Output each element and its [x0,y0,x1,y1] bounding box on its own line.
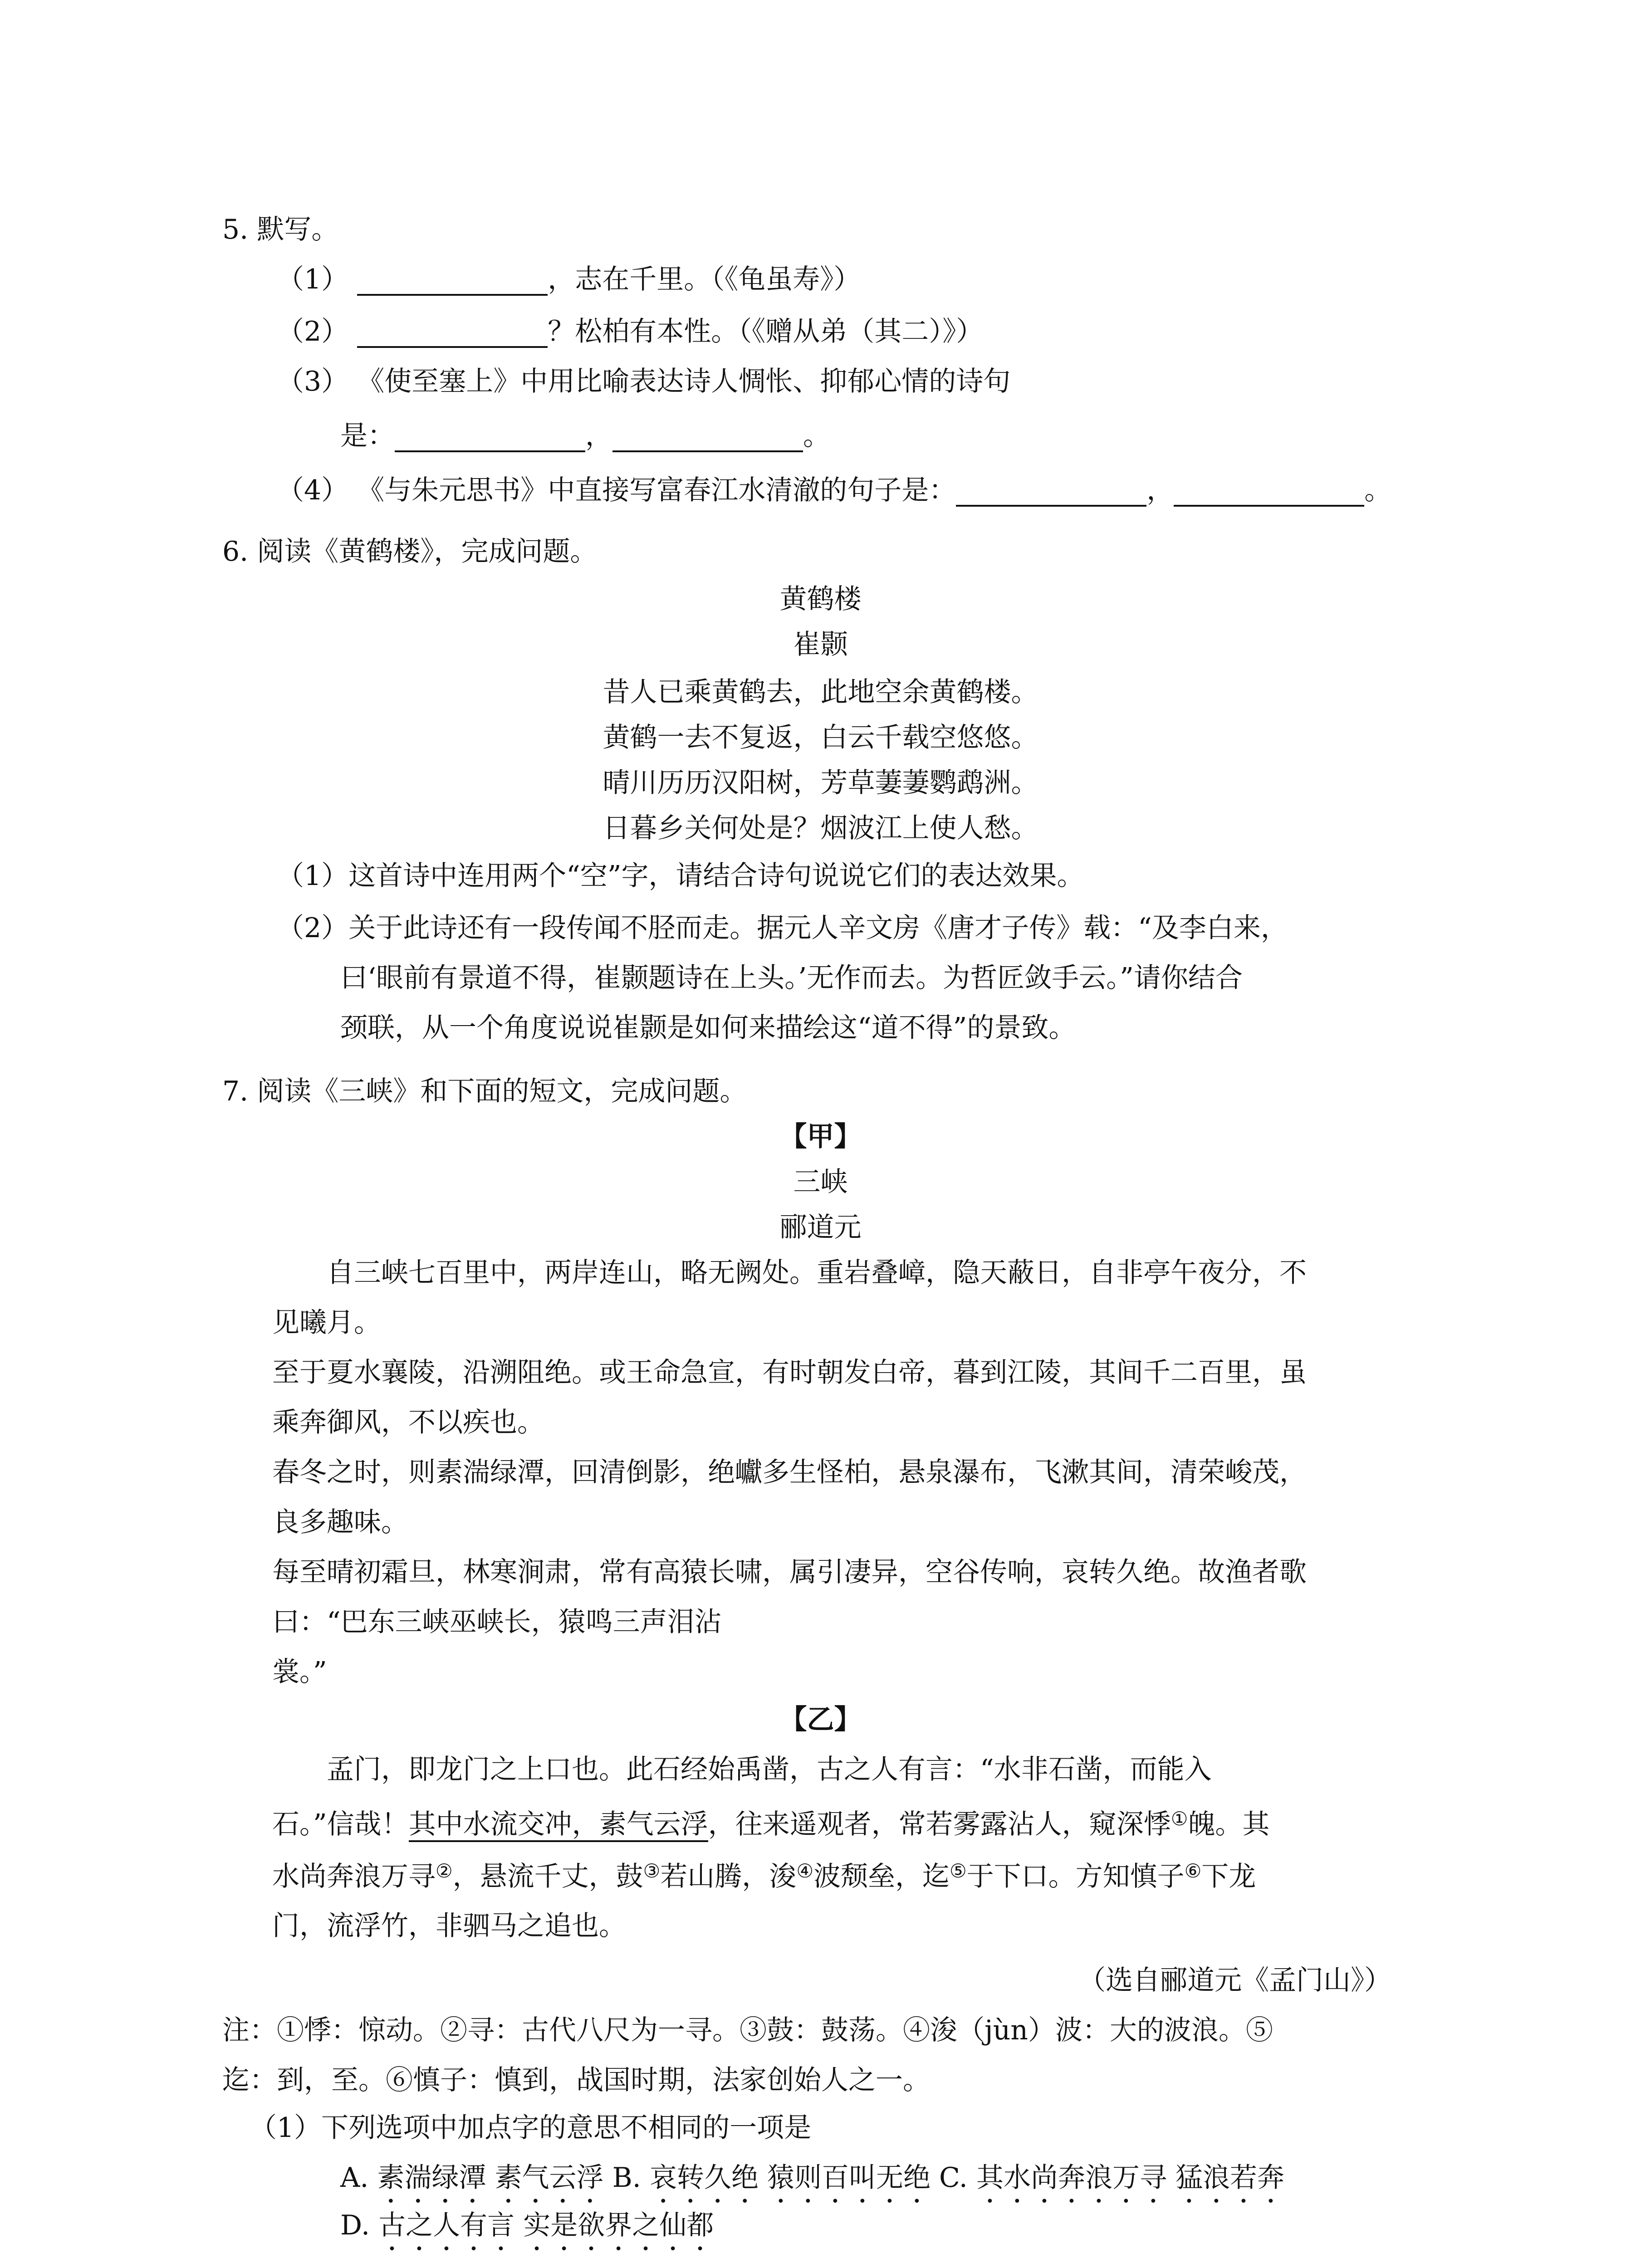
q5-item-2-num: （2） [277,316,349,347]
poem-line: 黄鹤一去不复返，白云千载空悠悠。 [603,722,1038,753]
poem-line: 日暮乡关何处是？烟波江上使人愁。 [603,812,1038,844]
note-marker: ③ [643,1860,661,1882]
option-d-label: D. [340,2209,379,2241]
jia-paragraph-cont: 裳。” [272,1656,327,1688]
q5-item-4-num: （4） [277,474,349,506]
poem-line: 昔人已乘黄鹤去，此地空余黄鹤楼。 [603,676,1038,708]
jia-paragraph-cont: 乘奔御风，不以疾也。 [272,1407,544,1438]
note-marker: ⑥ [1184,1860,1202,1882]
q6-sub-2-num: （2） [277,912,349,944]
jia-paragraph-cont: 良多趣味。 [272,1506,408,1538]
yi-text: 若山腾，浚 [660,1861,797,1892]
jia-author: 郦道元 [779,1212,862,1243]
notes-cont: 迄：到，至。⑥慎子：慎到，战国时期，法家创始人之一。 [222,2064,930,2096]
comma: ， [585,420,612,452]
q5-item-1-num: （1） [277,264,349,295]
q5-item-3-prefix: 是： [340,420,395,452]
q5-item-4 [277,474,1391,507]
yi-paragraph-line2 [272,1808,1269,1841]
underlined-sentence: 素气云浮 [599,1809,708,1842]
q5-item-3-cont [340,420,830,452]
notes: 注：①悸：惊动。②寻：古代八尺为一寻。③鼓：鼓荡。④浚（jùn）波：大的波浪。⑤ [222,2014,1273,2046]
yi-text: ，悬流千丈，鼓 [452,1861,643,1892]
jia-paragraph: 春冬之时，则素湍绿潭，回清倒影，绝巘多生怪柏，悬泉瀑布，飞漱其间，清荣峻茂， [272,1457,1307,1488]
yi-paragraph-line4: 门，流浮竹，非驷马之追也。 [272,1910,626,1942]
poem-line: 晴川历历汉阳树，芳草萋萋鹦鹉洲。 [603,767,1038,799]
jia-paragraph-cont: 曰：“巴东三峡巫峡长，猿鸣三声泪沾 [272,1606,722,1638]
answer-blank [956,477,1146,507]
q5-item-2-text: ？松柏有本性。（《赠从弟（其二）》） [548,316,984,347]
q6-sub-1-num: （1） [277,860,349,892]
q5-item-1-text: ，志在千里。（《龟虽寿》） [548,264,861,295]
answer-blank [357,266,548,296]
yi-text: 下龙 [1201,1861,1256,1892]
answer-blank [357,318,548,348]
yi-label: 【乙】 [779,1704,862,1735]
option-b-label: B. [603,2162,650,2194]
jia-title: 三峡 [793,1166,848,1198]
q5-item-1 [277,263,861,296]
yi-text: 水尚奔浪万寻 [272,1861,436,1892]
yi-text: 石。”信哉！ [272,1809,409,1840]
poem-author: 崔颢 [793,629,848,660]
jia-paragraph: 自三峡七百里中，两岸连山，略无阙处。重岩叠嶂，隐天蔽日，自非亭午夜分，不 [327,1257,1307,1289]
jia-paragraph-cont: 见曦月。 [272,1307,381,1339]
period: 。 [803,420,830,452]
answer-blank [1174,477,1364,507]
yi-paragraph-line3 [272,1860,1256,1893]
yi-paragraph: 孟门，即龙门之上口也。此石经始禹凿，古之人有言：“水非石凿，而能入 [327,1754,1212,1785]
yi-text: ，往来遥观者，常若雾露沾人，窥深悸 [708,1809,1171,1840]
source-citation: （选自郦道元《孟门山》） [1078,1965,1391,1996]
period: 。 [1364,474,1392,506]
q6-sub-2-line2: 曰‘眼前有景道不得，崔颢题诗在上头。’无作而去。为哲匠敛手云。”请你结合 [340,962,1243,994]
option-a-label: A. [340,2162,377,2194]
option-c-text: 其水尚奔浪万寻 猛浪若奔 [976,2162,1285,2194]
jia-paragraph: 至于夏水襄陵，沿溯阻绝。或王命急宣，有时朝发白帝，暮到江陵，其间千二百里，虽 [272,1357,1307,1388]
note-marker: ① [1171,1808,1188,1830]
option-b-text: 哀转久绝 猿则百叫无绝 [649,2162,931,2194]
answer-blank [612,422,803,452]
q6-sub-2-line3: 颈联，从一个角度说说崔颢是如何来描绘这“道不得”的景致。 [340,1012,1076,1044]
q5-item-3 [277,365,1010,398]
poem-title: 黄鹤楼 [779,583,862,615]
q6-sub-2-text: 关于此诗还有一段传闻不胫而走。据元人辛文房《唐才子传》载：“及李白来， [348,912,1288,944]
note-marker: ② [436,1860,453,1882]
q7-sub-1: （1）下列选项中加点字的意思不相同的一项是 [250,2112,812,2144]
note-marker: ④ [796,1860,813,1882]
underlined-sentence: 其中水流交冲， [409,1809,599,1842]
note-marker: ⑤ [949,1860,967,1882]
q5-item-4-text: 《与朱元思书》中直接写富春江水清澈的句子是： [357,474,956,506]
q5-item-2 [277,315,983,348]
jia-label: 【甲】 [779,1121,862,1153]
q5-title: 5. 默写。 [222,214,339,245]
jia-paragraph: 每至晴初霜旦，林寒涧肃，常有高猿长啸，属引凄异，空谷传响，哀转久绝。故渔者歌 [272,1556,1307,1588]
yi-text: 魄。其 [1188,1809,1270,1840]
yi-text: 于下口。方知慎子 [966,1861,1185,1892]
option-d-text: 古之人有言 实是欲界之仙都 [378,2209,714,2241]
q5-item-3-text: 《使至塞上》中用比喻表达诗人惆怅、抑郁心情的诗句 [357,366,1011,397]
q6-title: 6. 阅读《黄鹤楼》，完成问题。 [222,536,598,567]
option-a-text: 素湍绿潭 素气云浮 [377,2162,604,2194]
comma: ， [1146,474,1174,506]
q6-sub-1 [277,860,1084,892]
options-row-2 [340,2209,714,2257]
q6-sub-2 [277,912,1288,944]
q6-sub-1-text: 这首诗中连用两个“空”字，请结合诗句说说它们的表达效果。 [348,860,1084,892]
options-row [340,2161,1284,2209]
answer-blank [395,422,585,452]
q7-title: 7. 阅读《三峡》和下面的短文，完成问题。 [222,1075,747,1107]
q5-item-3-num: （3） [277,366,349,397]
yi-text: 波颓垒，迄 [813,1861,950,1892]
option-c-label: C. [930,2162,976,2194]
